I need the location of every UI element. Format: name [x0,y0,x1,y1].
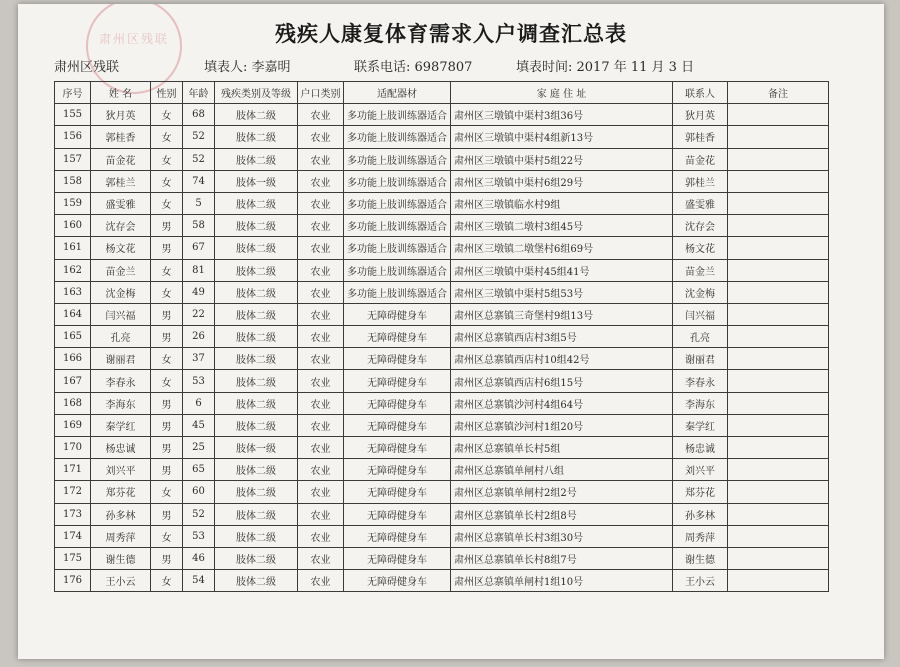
col-device-cell: 无障碍健身车 [344,437,451,459]
col-remark-cell [728,481,829,503]
col-remark-cell [728,570,829,592]
col-age-cell: 22 [183,303,215,325]
col-address-cell: 肃州区三墩镇中渠村4组新13号 [451,126,673,148]
col-seq-cell: 169 [55,414,91,436]
col-name-cell: 闫兴福 [91,303,151,325]
col-seq-cell: 167 [55,370,91,392]
page-title: 残疾人康复体育需求入户调查汇总表 [275,21,627,46]
col-name-cell: 狄月英 [91,104,151,126]
col-device-cell: 无障碍健身车 [344,503,451,525]
col-contact-cell: 苗金花 [673,148,728,170]
col-device-cell: 无障碍健身车 [344,481,451,503]
col-device-cell: 多功能上肢训练器适合 [344,104,451,126]
table-row [55,259,829,281]
col-hukou-cell: 农业 [298,303,344,325]
table-row [55,370,829,392]
col-remark-cell [728,503,829,525]
col-age-cell: 49 [183,281,215,303]
col-device-cell: 无障碍健身车 [344,370,451,392]
col-address-cell: 肃州区总寨镇单长村5组 [451,437,673,459]
col-seq-cell: 157 [55,148,91,170]
col-gender-cell: 女 [151,170,183,192]
col-name-cell: 苗金花 [91,148,151,170]
col-remark-cell [728,237,829,259]
col-disability-cell: 肢体二级 [215,481,298,503]
col-remark-cell [728,392,829,414]
col-seq-header: 序号 [55,82,91,104]
col-address-cell: 肃州区三墩镇二墩村3组45号 [451,215,673,237]
col-remark-cell [728,170,829,192]
col-seq-cell: 174 [55,525,91,547]
col-gender-cell: 男 [151,459,183,481]
col-address-cell: 肃州区总寨镇单长村3组30号 [451,525,673,547]
survey-table [54,81,829,592]
col-gender-cell: 男 [151,326,183,348]
col-gender-cell: 男 [151,414,183,436]
col-name-cell: 郭桂香 [91,126,151,148]
col-age-cell: 65 [183,459,215,481]
col-remark-cell [728,215,829,237]
col-hukou-cell: 农业 [298,281,344,303]
table-row [55,237,829,259]
col-device-cell: 无障碍健身车 [344,525,451,547]
col-age-cell: 6 [183,392,215,414]
col-contact-cell: 秦学红 [673,414,728,436]
col-age-cell: 52 [183,148,215,170]
col-hukou-cell: 农业 [298,104,344,126]
col-hukou-cell: 农业 [298,481,344,503]
table-row [55,547,829,569]
col-remark-cell [728,459,829,481]
col-disability-cell: 肢体二级 [215,459,298,481]
org-name: 肃州区残联 [54,60,120,75]
col-address-cell: 肃州区总寨镇单闸村八组 [451,459,673,481]
col-seq-cell: 173 [55,503,91,525]
table-row [55,104,829,126]
col-gender-cell: 男 [151,547,183,569]
col-address-cell: 肃州区总寨镇西店村10组42号 [451,348,673,370]
col-name-cell: 周秀萍 [91,525,151,547]
col-name-header: 姓 名 [91,82,151,104]
col-gender-cell: 女 [151,281,183,303]
col-device-cell: 无障碍健身车 [344,326,451,348]
col-remark-cell [728,126,829,148]
col-seq-cell: 176 [55,570,91,592]
col-name-cell: 苗金兰 [91,259,151,281]
col-contact-cell: 周秀萍 [673,525,728,547]
table-row [55,170,829,192]
col-age-cell: 52 [183,126,215,148]
col-age-cell: 67 [183,237,215,259]
col-device-cell: 无障碍健身车 [344,414,451,436]
filler-name: 填表人: 李嘉明 [204,60,291,75]
col-seq-cell: 156 [55,126,91,148]
col-age-cell: 26 [183,326,215,348]
table-row [55,148,829,170]
col-contact-cell: 郭桂兰 [673,170,728,192]
col-address-cell: 肃州区总寨镇单闸村1组10号 [451,570,673,592]
col-address-cell: 肃州区总寨镇单闸村2组2号 [451,481,673,503]
table-header-row [55,82,829,104]
col-contact-cell: 谢丽君 [673,348,728,370]
col-remark-cell [728,326,829,348]
col-remark-cell [728,104,829,126]
col-hukou-cell: 农业 [298,547,344,569]
col-hukou-cell: 农业 [298,215,344,237]
col-device-cell: 无障碍健身车 [344,570,451,592]
col-contact-cell: 郭桂香 [673,126,728,148]
col-address-cell: 肃州区三墩镇中渠村6组29号 [451,170,673,192]
col-remark-cell [728,148,829,170]
col-contact-cell: 谢生德 [673,547,728,569]
col-hukou-cell: 农业 [298,192,344,214]
col-device-cell: 无障碍健身车 [344,303,451,325]
col-gender-cell: 女 [151,525,183,547]
col-age-cell: 53 [183,525,215,547]
col-disability-cell: 肢体二级 [215,547,298,569]
col-disability-cell: 肢体二级 [215,192,298,214]
col-seq-cell: 171 [55,459,91,481]
col-device-cell: 多功能上肢训练器适合 [344,170,451,192]
col-disability-cell: 肢体二级 [215,281,298,303]
col-gender-cell: 女 [151,192,183,214]
col-contact-cell: 杨忠诚 [673,437,728,459]
col-age-cell: 81 [183,259,215,281]
table-row [55,281,829,303]
col-remark-cell [728,525,829,547]
col-gender-cell: 男 [151,237,183,259]
col-device-cell: 无障碍健身车 [344,348,451,370]
col-hukou-cell: 农业 [298,525,344,547]
col-contact-cell: 孙多林 [673,503,728,525]
col-contact-cell: 郑芬花 [673,481,728,503]
col-contact-cell: 沈金梅 [673,281,728,303]
col-disability-cell: 肢体二级 [215,148,298,170]
col-gender-cell: 女 [151,148,183,170]
col-seq-cell: 170 [55,437,91,459]
col-contact-cell: 狄月英 [673,104,728,126]
col-device-cell: 多功能上肢训练器适合 [344,148,451,170]
col-age-cell: 60 [183,481,215,503]
col-seq-cell: 159 [55,192,91,214]
col-address-cell: 肃州区总寨镇沙河村4组64号 [451,392,673,414]
col-hukou-cell: 农业 [298,326,344,348]
col-address-cell: 肃州区总寨镇西店村3组5号 [451,326,673,348]
col-hukou-header: 户口类别 [298,82,344,104]
col-address-cell: 肃州区三墩镇临水村9组 [451,192,673,214]
col-device-cell: 多功能上肢训练器适合 [344,259,451,281]
col-disability-cell: 肢体二级 [215,215,298,237]
table-row [55,481,829,503]
col-remark-cell [728,348,829,370]
col-address-cell: 肃州区三墩镇中渠村45组41号 [451,259,673,281]
col-hukou-cell: 农业 [298,148,344,170]
fill-date: 填表时间: 2017 年 11 月 3 日 [516,60,695,75]
col-device-cell: 无障碍健身车 [344,392,451,414]
col-disability-cell: 肢体二级 [215,570,298,592]
col-gender-header: 性别 [151,82,183,104]
col-address-cell: 肃州区三墩镇中渠村5组22号 [451,148,673,170]
table-row [55,414,829,436]
col-remark-cell [728,437,829,459]
table-row [55,503,829,525]
col-address-cell: 肃州区三墩镇二墩堡村6组69号 [451,237,673,259]
col-disability-cell: 肢体二级 [215,525,298,547]
col-disability-cell: 肢体二级 [215,370,298,392]
col-name-cell: 郑芬花 [91,481,151,503]
paper-sheet [18,4,884,659]
col-device-cell: 无障碍健身车 [344,459,451,481]
col-seq-cell: 165 [55,326,91,348]
col-gender-cell: 男 [151,303,183,325]
col-contact-cell: 王小云 [673,570,728,592]
col-disability-cell: 肢体二级 [215,348,298,370]
col-device-cell: 多功能上肢训练器适合 [344,192,451,214]
col-name-cell: 郭桂兰 [91,170,151,192]
col-contact-cell: 沈存会 [673,215,728,237]
col-hukou-cell: 农业 [298,414,344,436]
col-age-header: 年龄 [183,82,215,104]
col-contact-cell: 李春永 [673,370,728,392]
col-contact-cell: 刘兴平 [673,459,728,481]
col-address-cell: 肃州区三墩镇中渠村3组36号 [451,104,673,126]
table-row [55,348,829,370]
col-seq-cell: 162 [55,259,91,281]
col-seq-cell: 166 [55,348,91,370]
col-disability-cell: 肢体二级 [215,503,298,525]
col-name-cell: 李海东 [91,392,151,414]
table-row [55,459,829,481]
col-contact-cell: 盛雯雅 [673,192,728,214]
col-gender-cell: 男 [151,215,183,237]
col-device-cell: 多功能上肢训练器适合 [344,237,451,259]
table-row [55,303,829,325]
table-row [55,570,829,592]
table-row [55,126,829,148]
col-hukou-cell: 农业 [298,392,344,414]
col-disability-cell: 肢体二级 [215,303,298,325]
table-row [55,437,829,459]
col-remark-cell [728,192,829,214]
table-row [55,392,829,414]
col-age-cell: 45 [183,414,215,436]
col-age-cell: 53 [183,370,215,392]
col-disability-cell: 肢体二级 [215,126,298,148]
col-device-cell: 无障碍健身车 [344,547,451,569]
col-device-cell: 多功能上肢训练器适合 [344,126,451,148]
col-age-cell: 37 [183,348,215,370]
col-name-cell: 孔亮 [91,326,151,348]
col-hukou-cell: 农业 [298,459,344,481]
col-name-cell: 王小云 [91,570,151,592]
table-row [55,525,829,547]
col-name-cell: 秦学红 [91,414,151,436]
col-contact-cell: 苗金兰 [673,259,728,281]
col-age-cell: 54 [183,570,215,592]
col-age-cell: 68 [183,104,215,126]
col-address-cell: 肃州区总寨镇三奇堡村9组13号 [451,303,673,325]
col-remark-header: 备注 [728,82,829,104]
col-address-cell: 肃州区总寨镇西店村6组15号 [451,370,673,392]
col-disability-cell: 肢体二级 [215,259,298,281]
col-seq-cell: 161 [55,237,91,259]
col-age-cell: 52 [183,503,215,525]
col-hukou-cell: 农业 [298,259,344,281]
col-hukou-cell: 农业 [298,348,344,370]
col-gender-cell: 女 [151,348,183,370]
form-meta [54,56,864,76]
table-row [55,215,829,237]
col-name-cell: 刘兴平 [91,459,151,481]
col-seq-cell: 168 [55,392,91,414]
col-disability-cell: 肢体二级 [215,414,298,436]
col-gender-cell: 女 [151,126,183,148]
col-gender-cell: 男 [151,503,183,525]
col-remark-cell [728,259,829,281]
col-hukou-cell: 农业 [298,126,344,148]
col-device-cell: 多功能上肢训练器适合 [344,281,451,303]
col-hukou-cell: 农业 [298,503,344,525]
col-contact-cell: 闫兴福 [673,303,728,325]
col-address-header: 家 庭 住 址 [451,82,673,104]
col-hukou-cell: 农业 [298,370,344,392]
col-hukou-cell: 农业 [298,437,344,459]
col-gender-cell: 女 [151,570,183,592]
col-name-cell: 沈存会 [91,215,151,237]
col-gender-cell: 男 [151,437,183,459]
col-remark-cell [728,370,829,392]
col-disability-cell: 肢体一级 [215,437,298,459]
col-disability-cell: 肢体二级 [215,392,298,414]
col-gender-cell: 女 [151,259,183,281]
col-device-cell: 多功能上肢训练器适合 [344,215,451,237]
table-row [55,326,829,348]
col-hukou-cell: 农业 [298,237,344,259]
col-gender-cell: 女 [151,481,183,503]
col-seq-cell: 163 [55,281,91,303]
col-contact-header: 联系人 [673,82,728,104]
col-age-cell: 46 [183,547,215,569]
col-contact-cell: 杨文花 [673,237,728,259]
col-address-cell: 肃州区三墩镇中渠村5组53号 [451,281,673,303]
contact-phone: 联系电话: 6987807 [354,60,473,75]
col-disability-cell: 肢体二级 [215,104,298,126]
col-disability-cell: 肢体一级 [215,170,298,192]
col-disability-cell: 肢体二级 [215,326,298,348]
col-disability-cell: 肢体二级 [215,237,298,259]
col-contact-cell: 李海东 [673,392,728,414]
col-seq-cell: 175 [55,547,91,569]
col-device-header: 适配器材 [344,82,451,104]
col-gender-cell: 女 [151,104,183,126]
table-row [55,192,829,214]
col-name-cell: 沈金梅 [91,281,151,303]
col-name-cell: 谢生德 [91,547,151,569]
col-gender-cell: 女 [151,370,183,392]
col-hukou-cell: 农业 [298,170,344,192]
col-seq-cell: 158 [55,170,91,192]
col-gender-cell: 男 [151,392,183,414]
col-seq-cell: 164 [55,303,91,325]
col-address-cell: 肃州区总寨镇沙河村1组20号 [451,414,673,436]
col-name-cell: 李春永 [91,370,151,392]
col-address-cell: 肃州区总寨镇单长村8组7号 [451,547,673,569]
col-remark-cell [728,281,829,303]
col-name-cell: 谢丽君 [91,348,151,370]
col-remark-cell [728,414,829,436]
col-seq-cell: 160 [55,215,91,237]
col-disability-header: 残疾类别及等级 [215,82,298,104]
col-name-cell: 杨忠诚 [91,437,151,459]
col-seq-cell: 172 [55,481,91,503]
col-remark-cell [728,303,829,325]
col-contact-cell: 孔亮 [673,326,728,348]
col-remark-cell [728,547,829,569]
col-name-cell: 盛雯雅 [91,192,151,214]
col-name-cell: 杨文花 [91,237,151,259]
col-age-cell: 58 [183,215,215,237]
col-name-cell: 孙多林 [91,503,151,525]
col-seq-cell: 155 [55,104,91,126]
col-age-cell: 5 [183,192,215,214]
col-age-cell: 74 [183,170,215,192]
col-age-cell: 25 [183,437,215,459]
col-hukou-cell: 农业 [298,570,344,592]
official-seal: 肃州区残联 [86,4,182,94]
col-address-cell: 肃州区总寨镇单长村2组8号 [451,503,673,525]
